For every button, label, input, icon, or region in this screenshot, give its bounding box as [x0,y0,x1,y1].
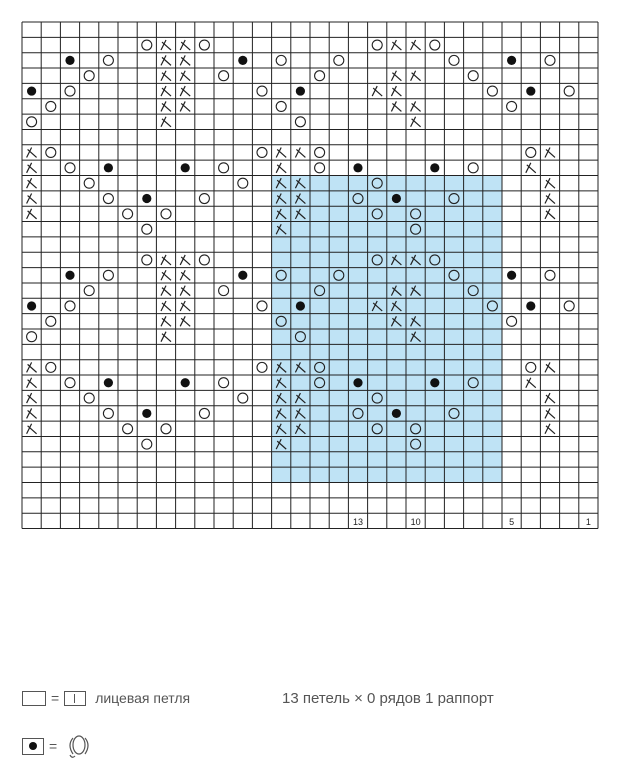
decrease-icon [391,40,401,50]
bobble-icon [430,378,439,387]
decrease-icon [180,40,190,50]
yarn-over-icon [123,209,133,219]
decrease-icon [391,86,401,96]
column-number: 13 [352,516,364,527]
decrease-icon [161,86,171,96]
decrease-icon [180,316,190,326]
legend-equals-2: = [49,738,58,754]
decrease-icon [180,255,190,265]
decrease-icon [161,40,171,50]
decrease-icon [526,378,536,388]
column-number: 1 [585,516,591,527]
yarn-over-icon [65,301,75,311]
legend-knit [22,690,190,706]
yarn-over-icon [103,194,113,204]
decrease-icon [295,147,305,157]
yarn-over-icon [27,117,37,127]
decrease-icon [545,147,555,157]
decrease-icon [180,301,190,311]
bobble-icon [507,271,516,280]
yarn-over-icon [257,86,267,96]
yarn-over-icon [545,270,555,280]
decrease-icon [161,286,171,296]
decrease-icon [545,209,555,219]
decrease-icon [411,101,421,111]
decrease-icon [161,332,171,342]
decrease-icon [545,178,555,188]
yarn-over-icon [468,163,478,173]
decrease-icon [545,393,555,403]
yarn-over-icon [430,40,440,50]
decrease-icon [545,194,555,204]
decrease-icon [161,301,171,311]
yarn-over-icon [199,255,209,265]
yarn-over-icon [46,362,56,372]
decrease-icon [161,71,171,81]
bobble-icon [181,163,190,172]
column-number: 10 [410,516,421,527]
yarn-over-icon [46,101,56,111]
legend-repeat-text: 13 петель × 0 рядов 1 раппорт [282,690,494,707]
decrease-icon [545,424,555,434]
decrease-icon [161,55,171,65]
yarn-over-icon [84,178,94,188]
decrease-icon [276,147,286,157]
decrease-icon [161,270,171,280]
yarn-over-icon [468,71,478,81]
bobble-icon [526,301,535,310]
yarn-over-icon [507,316,517,326]
decrease-icon [180,270,190,280]
bobble-icon [65,271,74,280]
legend-equals: = [51,690,60,706]
bobble-icon [104,163,113,172]
decrease-icon [180,71,190,81]
bobble-icon [27,86,36,95]
decrease-icon [27,147,37,157]
yarn-over-icon [295,117,305,127]
yarn-over-icon [161,209,171,219]
yarn-over-icon [103,55,113,65]
decrease-icon [180,286,190,296]
yarn-over-icon [84,71,94,81]
yarn-over-icon [65,163,75,173]
bobble-icon [353,163,362,172]
bobble-icon [27,301,36,310]
yarn-over-icon [257,362,267,372]
empty-cell-icon [22,691,46,706]
decrease-icon [161,316,171,326]
yarn-over-icon [84,286,94,296]
yarn-over-icon [219,286,229,296]
yarn-over-icon [315,147,325,157]
yarn-over-icon [142,40,152,50]
yarn-over-icon [315,163,325,173]
decrease-icon [27,209,37,219]
decrease-icon [545,408,555,418]
yarn-over-icon [142,439,152,449]
decrease-icon [180,86,190,96]
decrease-icon [411,40,421,50]
decrease-icon [27,393,37,403]
yarn-over-icon [257,301,267,311]
decrease-icon [391,71,401,81]
yarn-over-icon [487,86,497,96]
decrease-icon [27,194,37,204]
yarn-over-icon [564,86,574,96]
yarn-over-icon [142,255,152,265]
bobble-icon [526,86,535,95]
yarn-over-icon [65,378,75,388]
decrease-icon [27,362,37,372]
decrease-icon [27,178,37,188]
decrease-icon [411,71,421,81]
decrease-icon [545,362,555,372]
yarn-over-icon [84,393,94,403]
column-number: 5 [509,516,515,527]
yarn-over-icon [142,224,152,234]
yarn-over-icon [199,40,209,50]
decrease-icon [161,255,171,265]
decrease-icon [27,408,37,418]
bobble-icon [296,86,305,95]
decrease-icon [180,55,190,65]
decrease-icon [372,86,382,96]
legend-repeat [282,690,494,707]
yarn-over-icon [276,55,286,65]
bobble-icon [142,194,151,203]
bobble-icon [507,56,516,65]
bobble-icon [430,163,439,172]
bobble-icon [65,56,74,65]
yarn-over-icon [46,316,56,326]
bobble-icon [142,409,151,418]
decrease-icon [161,117,171,127]
yarn-over-icon [545,55,555,65]
bobble-icon [104,378,113,387]
yarn-over-icon [564,301,574,311]
yarn-over-icon [161,424,171,434]
yarn-over-icon [276,101,286,111]
yarn-over-icon [449,55,459,65]
decrease-icon [526,163,536,173]
decrease-icon [27,378,37,388]
yarn-over-icon [199,194,209,204]
yarn-over-icon [526,147,536,157]
yarn-over-icon [257,147,267,157]
yarn-over-icon [372,40,382,50]
bobble-icon [392,409,401,418]
yarn-over-icon [334,55,344,65]
yarn-over-icon [65,86,75,96]
decrease-icon [180,101,190,111]
yarn-over-icon [27,332,37,342]
bobble-stitch-icon [62,733,96,759]
bobble-icon [392,194,401,203]
yarn-over-icon [315,71,325,81]
yarn-over-icon [507,101,517,111]
decrease-icon [27,163,37,173]
bobble-icon [353,378,362,387]
decrease-icon [27,424,37,434]
decrease-icon [391,101,401,111]
legend-bobble [22,733,96,759]
bobble-cell-icon [22,738,44,755]
knit-stitch-icon [64,691,86,706]
bobble-icon [296,301,305,310]
bobble-icon [238,271,247,280]
yarn-over-icon [103,408,113,418]
yarn-over-icon [219,71,229,81]
yarn-over-icon [103,270,113,280]
yarn-over-icon [238,178,248,188]
yarn-over-icon [219,378,229,388]
yarn-over-icon [46,147,56,157]
decrease-icon [411,117,421,127]
bobble-icon [181,378,190,387]
yarn-over-icon [123,424,133,434]
yarn-over-icon [199,408,209,418]
yarn-over-icon [238,393,248,403]
legend-knit-text: лицевая петля [95,690,191,706]
decrease-icon [276,163,286,173]
bobble-icon [238,56,247,65]
decrease-icon [161,101,171,111]
yarn-over-icon [526,362,536,372]
yarn-over-icon [219,163,229,173]
